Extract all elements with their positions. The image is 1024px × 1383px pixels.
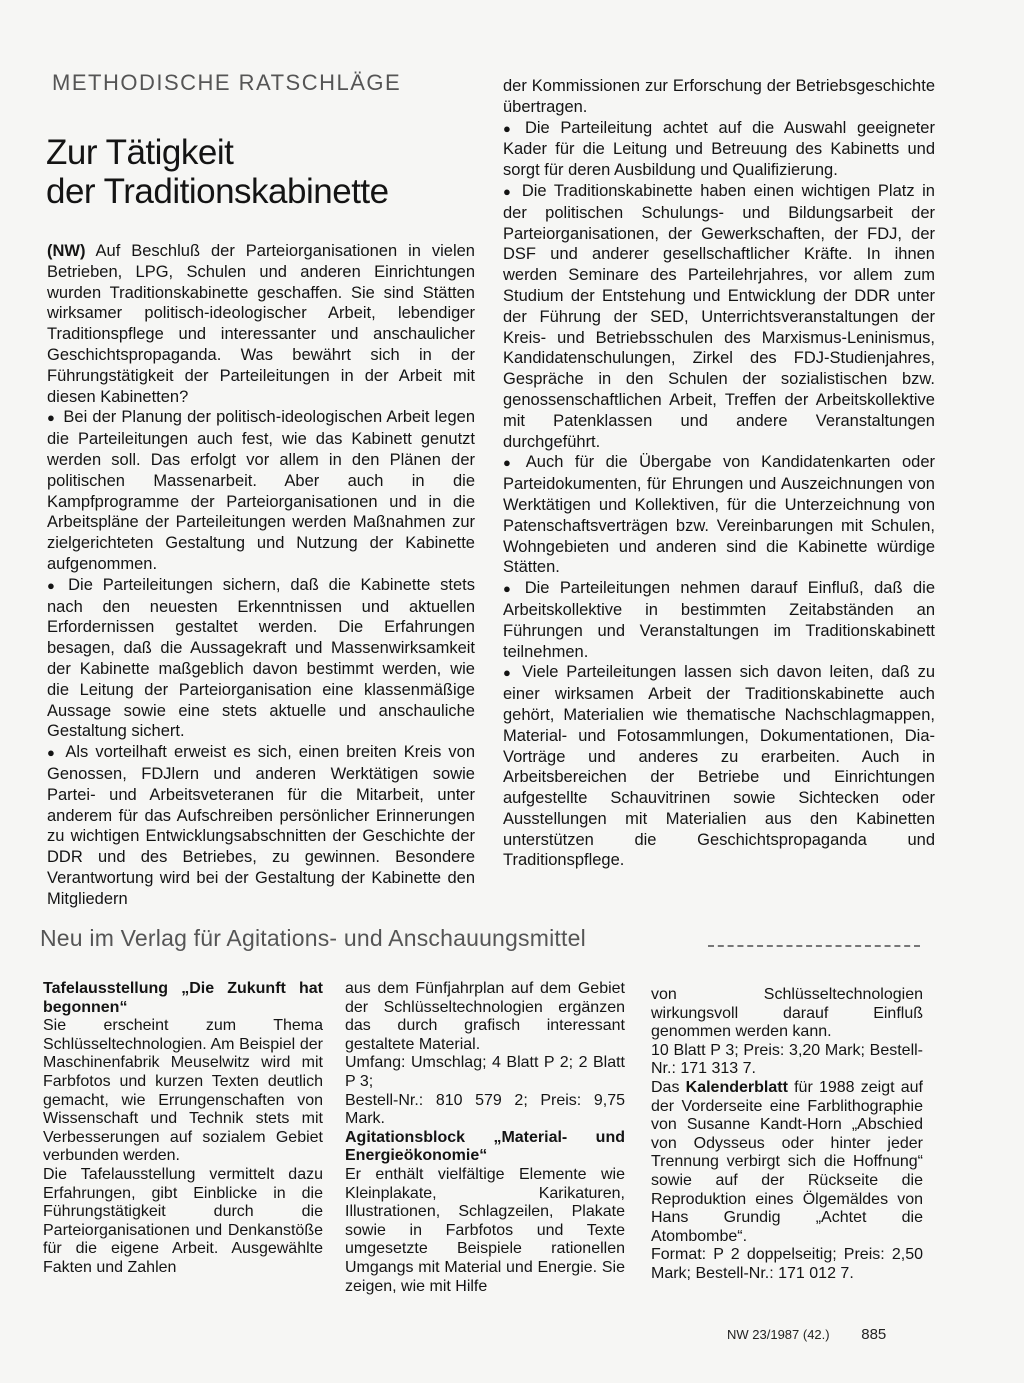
- intro-lead: (NW): [47, 242, 86, 260]
- notice-paragraph: Die Tafelausstellung vermittelt dazu Erfahrungen, gibt Einblicke in die Führungstätigkeit durch die Parteiorganisationen und Denkanstöße für die eigene Arbeit. Ausgewählte Fakten und Zahlen: [43, 1165, 323, 1276]
- notice-column-1: [43, 980, 323, 1278]
- bullet-paragraph: ● Bei der Planung der politisch-ideologischen Arbeit legen die Parteileitungen auch fest, wie das Kabinett genutzt werden soll. Das erfolgt vor allem in den Plänen der politischen Massenarbeit. Aber auch in die Kampfprogramme der Parteiorganisationen und in die Arbeitspläne der Parteileitungen werden Maßnahmen zur zielgerichteten Gestaltung und Nutzung der Kabinette aufgenommen.: [47, 407, 475, 574]
- notice-paragraph: Sie erscheint zum Thema Schlüsseltechnologien. Am Beispiel der Maschinenfabrik Meuselwitz wird mit Farbfotos und kurzen Texten deutlich gemacht, wie Errungenschaften von Wissenschaft und Technik stets mit Verbesserungen auf sozialem Gebiet verbunden werden.: [43, 1017, 323, 1165]
- continuation-paragraph: der Kommissionen zur Erforschung der Betriebsgeschichte übertragen.: [503, 77, 935, 116]
- issue-label: NW 23/1987 (42.): [727, 1327, 830, 1342]
- bullet-paragraph: ● Die Traditionskabinette haben einen wichtigen Platz in der politischen Schulungs- und Bildungsarbeit der Parteiorganisationen, der Gewerkschaften, der FDJ, der DSF und anderer gesellschaftlicher Kräfte. In ihnen werden Seminare des Parteilehrjahres, vor allem zum Studium der Entstehung und Entwicklung der DDR unter der Führung der SED, Unterrichtsveranstaltungen der Kreis- und Betriebsschulen des Marxismus-Leninismus, Kandidatenschulungen, Zirkel des FDJ-Studienjahres, Gespräche in den Schulen der sozialistischen bzw. genossenschaftlichen Arbeit, Treffen der Arbeitskollektive mit Patenklassen und andere Veranstaltungen durchgeführt.: [503, 181, 935, 452]
- calendar-label: Kalenderblatt: [685, 1078, 788, 1096]
- notice-paragraph: [651, 1079, 923, 1246]
- calendar-text: für 1988 zeigt auf der Vorderseite eine Farblithographie von Susanne Kandt-Horn „Abschied von Odysseus oder hinter jeder Trennung verbirgt sich die Hoffnung“ sowie auf der Rückseite die Reproduktion eines Ölgemäldes von Hans Grundig „Achtet die Atombombe“.: [651, 1078, 923, 1245]
- notice-heading: Agitationsblock „Material- und Energieökonomie“: [345, 1128, 625, 1165]
- notice-paragraph: aus dem Fünfjahrplan auf dem Gebiet der Schlüsseltechnologien ergänzen das durch grafisch interessant gestaltete Material.: [345, 980, 625, 1053]
- section-divider: [708, 945, 920, 947]
- notice-paragraph: von Schlüsseltechnologien wirkungsvoll darauf Einfluß genommen werden kann.: [651, 986, 923, 1041]
- notice-paragraph: Umfang: Umschlag; 4 Blatt P 2; 2 Blatt P 3;: [345, 1054, 625, 1090]
- notice-paragraph: 10 Blatt P 3; Preis: 3,20 Mark; Bestell-Nr.: 171 313 7.: [651, 1041, 923, 1078]
- article-left-column: [47, 241, 475, 910]
- notice-paragraph: Format: P 2 doppelseitig; Preis: 2,50 Mark; Bestell-Nr.: 171 012 7.: [651, 1246, 923, 1282]
- bullet-paragraph: ● Viele Parteileitungen lassen sich davon leiten, daß zu einer wirksamen Arbeit der Traditionskabinette auch gehört, Materialien wie thematische Nachschlagmappen, Material- und Fotosammlungen, Dokumentationen, Dia-Vorträge und anderes zu erarbeiten. Auch in Arbeitsbereichen der Betriebe und Einrichtungen aufgestellte Schauvitrinen sowie Sichtecken oder Ausstellungen mit Materialien aus den Kabinetten unterstützen die Geschichtspropaganda und Traditionspflege.: [503, 662, 935, 871]
- intro-text: Auf Beschluß der Parteiorganisationen in vielen Betrieben, LPG, Schulen und anderen Einrichtungen wurden Traditionskabinette geschaffen. Sie sind Stätten wirksamer politisch-ideologischer Arbeit, lebendiger Traditionspflege und interessanter und anschaulicher Geschichtspropaganda. Was bewährt sich in der Führungstätigkeit der Parteileitungen in der Arbeit mit diesen Kabinetten?: [47, 242, 475, 406]
- notice-column-3: [651, 986, 923, 1284]
- bullet-paragraph: ● Als vorteilhaft erweist es sich, einen breiten Kreis von Genossen, FDJlern und anderen Werktätigen sowie Partei- und Arbeitsveteranen für die Mitarbeit, unter anderem für das Aufschreiben persönlicher Erinnerungen zu wichtigen Entwicklungsabschnitten der Geschichte der DDR und des Betriebes, zu gewinnen. Besondere Verantwortung wird bei der Gestaltung der Kabinette den Mitgliedern: [47, 742, 475, 909]
- notice-column-2: [345, 980, 625, 1296]
- intro-paragraph: [47, 241, 475, 407]
- calendar-intro: Das: [651, 1078, 680, 1096]
- bullet-paragraph: ● Die Parteileitung achtet auf die Auswahl geeigneter Kader für die Leitung und Betreuung des Kabinetts und sorgt für deren Ausbildung und Qualifizierung.: [503, 118, 935, 181]
- kicker: METHODISCHE RATSCHLÄGE: [52, 70, 402, 95]
- title-line-1: Zur Tätigkeit: [46, 133, 234, 172]
- article-title: [46, 133, 486, 211]
- page-number: 885: [861, 1326, 887, 1343]
- article-right-column: [503, 76, 935, 871]
- section-title: Neu im Verlag für Agitations- und Anschauungsmittel: [40, 925, 586, 951]
- title-line-2: der Traditionskabinette: [46, 172, 389, 211]
- notice-paragraph: Er enthält vielfältige Elemente wie Kleinplakate, Karikaturen, Illustrationen, Schlagzeilen, Plakate sowie in Farbfotos und Texte umgesetzte Beispiele rationellen Umgangs mit Material und Energie. Sie zeigen, wie mit Hilfe: [345, 1165, 625, 1295]
- page-footer: [727, 1326, 886, 1343]
- section-header: [40, 925, 930, 957]
- bullet-paragraph: ● Die Parteileitungen sichern, daß die Kabinette stets nach den neuesten Erkenntnissen und aktuellen Erfordernissen gestaltet werden. Die Erfahrungen besagen, daß die Aussagekraft und Massenwirksamkeit der Kabinette maßgeblich davon bestimmt werden, wie die Leitung der Parteiorganisation eine klassenmäßige Aussage sowie eine stets aktuelle und anschauliche Gestaltung sichert.: [47, 575, 475, 742]
- notice-paragraph: Bestell-Nr.: 810 579 2; Preis: 9,75 Mark.: [345, 1091, 625, 1128]
- bullet-paragraph: ● Auch für die Übergabe von Kandidatenkarten oder Parteidokumenten, für Ehrungen und Auszeichnungen von Werktätigen und Kollektiven, für die Unterzeichnung von Patenschaftsverträgen bzw. Vereinbarungen mit Schulen, Wohngebieten und anderen sind die Kabinette würdige Stätten.: [503, 452, 935, 578]
- bullet-paragraph: ● Die Parteileitungen nehmen darauf Einfluß, daß die Arbeitskollektive in bestimmten Zeitabständen an Führungen und Veranstaltungen im Traditionskabinett teilnehmen.: [503, 578, 935, 662]
- notice-heading: Tafelausstellung „Die Zukunft hat begonnen“: [43, 980, 323, 1016]
